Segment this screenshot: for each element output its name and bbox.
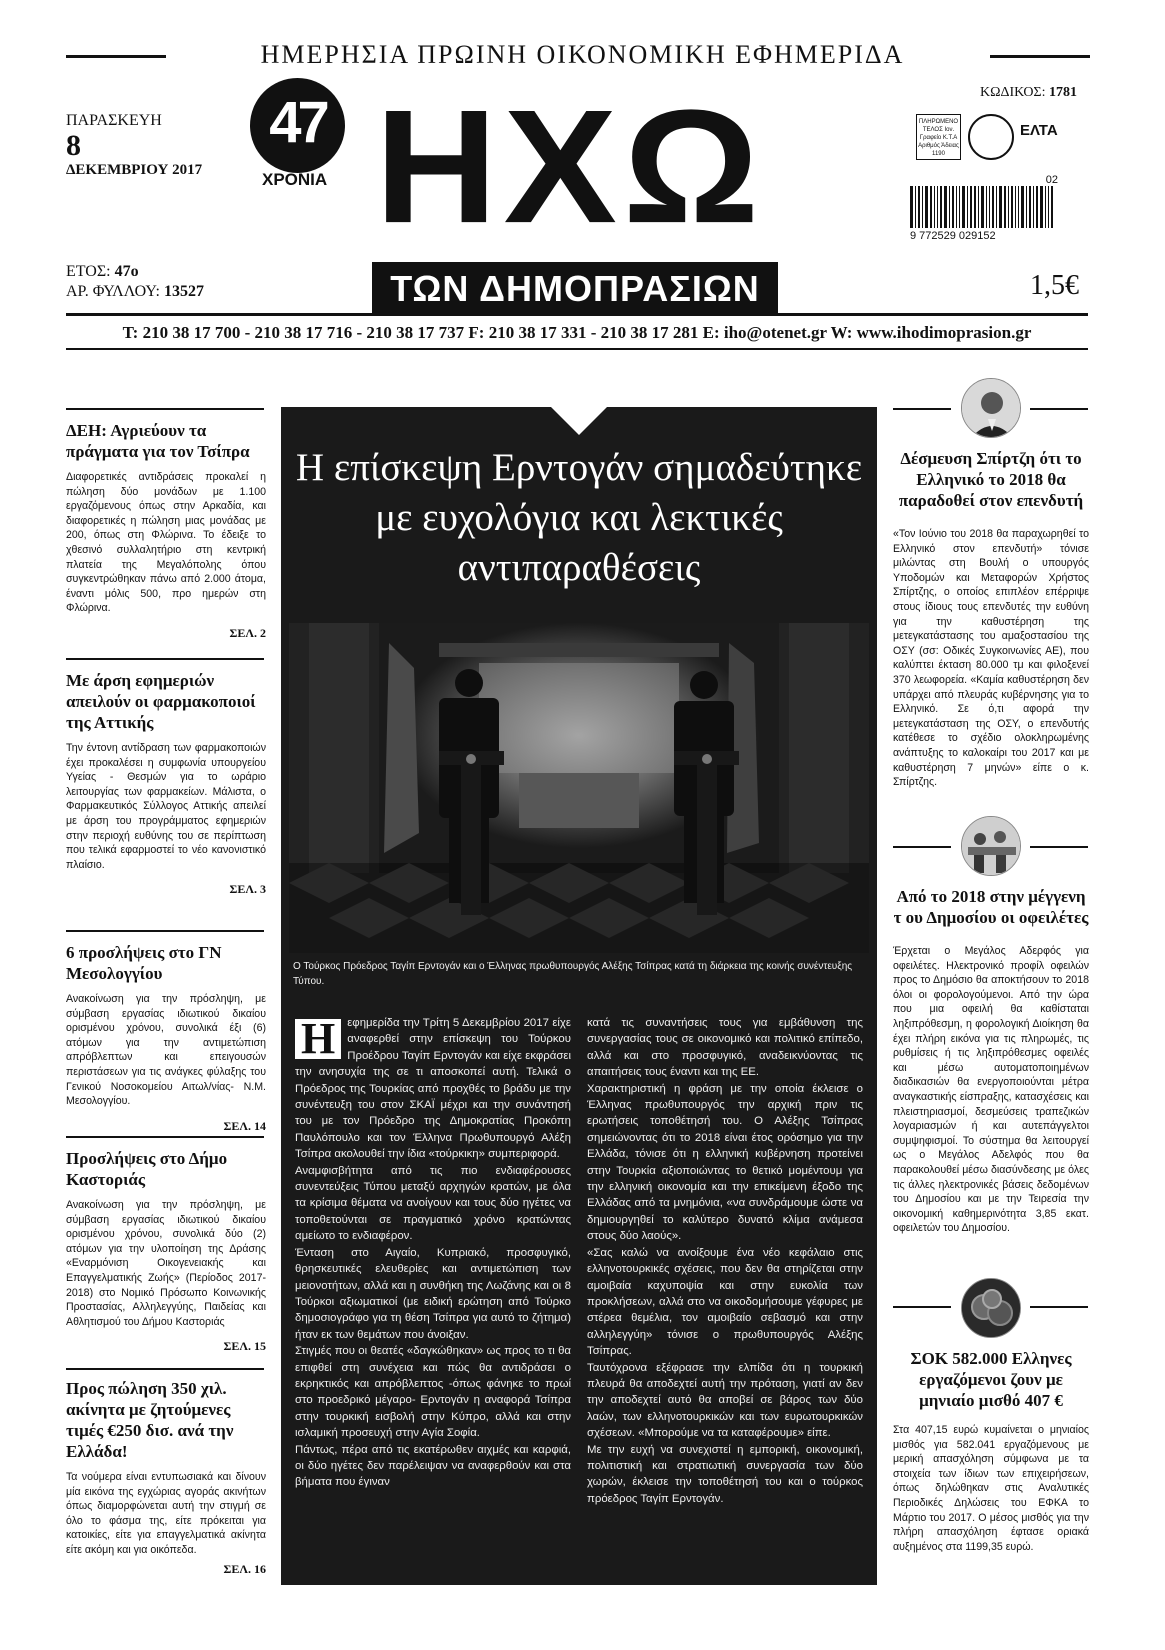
barcode-bar	[999, 186, 1002, 228]
barcode-bar	[1029, 186, 1031, 228]
barcode-bar	[925, 186, 928, 228]
page-reference: ΣΕΛ. 14	[223, 1118, 266, 1133]
barcode-bar	[1015, 186, 1016, 228]
article-body: «Τον Ιούνιο του 2018 θα παραχωρηθεί το Ελληνικό στον επενδυτή» τόνισε μιλώντας στη Βουλή ο υπουργός Υποδομών και Μεταφορών Χρήστος Σπίρτζης, ο οποίος επιπλέον επέρριψε στους ίδιους τους επενδυτές την ευθύνη για την καθυστέρηση της μετεγκατάστασης του αμαξοστασίου της ΟΣΥ (σσ: Οδικές Συγκοινωνίες ΑΕ), που καλύπτει έκταση 80.000 τμ και φιλοξενεί 370 λεωφορεία. «Καμία καθυστέρηση δεν υπάρχει από πλευράς κυβέρνησης για το Ελληνικό. Σε ό,τι αφορά την μετεγκατάσταση της ΟΣΥ, ο επενδυτής κατέθεσε το σχέδιο ολοκληρωμένης ανάπτυξης το καλοκαίρι του 2017 και με καθυστέρηση 7 μηνών» είπε ο κ. Σπίρτζης.	[893, 528, 1089, 789]
article-body: Τα νούμερα είναι εντυπωσιακά και δίνουν μία εικόνα της εγχώριας αγοράς ακινήτων όπως διαμορφώνεται αυτή την στιγμή σε όλο το φάσμα της, είτε πρόκειται για κατοικίες, είτε για επαγγελματικά ακίνητα είτε ακόμη και για οικόπεδα.	[66, 1471, 266, 1556]
article-body: Διαφορετικές αντιδράσεις προκαλεί η πώληση δύο μονάδων με 1.100 εργαζόμενους όπως στην Αρκαδία, και διαφορετικές η πώληση μιας μονάδας με 200, όπως στη Φλώρινα. Το έδειξε το χθεσινό συλλαλητήριο στη κεντρική πλατεία της Μεγαλόπολης όπου συγκεντρώθηκαν πάνω από 2.000 άτομα, έναντι μόλις 500, προ ημερών στη Φλώρινα.	[66, 471, 266, 615]
barcode-bar	[1040, 186, 1043, 228]
spirtzis-portrait	[961, 378, 1021, 438]
year-block	[66, 262, 204, 302]
article-headline: 6 προσλήψεις στο ΓΝ Μεσολογγίου	[66, 943, 222, 983]
barcode-bar	[1045, 186, 1046, 228]
barcode-bar	[910, 186, 913, 228]
article-headline: ΔΕΗ: Αγριεύουν τα πράγματα για τον Τσίπρα	[66, 421, 250, 461]
lead-paragraph: Ταυτόχρονα εξέφρασε την ελπίδα ότι η τουρκική πλευρά θα αποδεχτεί αυτή την πρόταση, γιατί αν δεν την αποδεχτεί αυτό θα αποβεί σε βάρος των δύο λαών, των ελληνοτουρκικών και των ευρωτουρκικών σχέσεων. «Μπορούμε να τα καταφέρουμε» είπε.	[587, 1361, 863, 1440]
barcode-bar	[918, 186, 920, 228]
barcode-bar	[981, 186, 984, 228]
barcode-bar	[956, 186, 957, 228]
barcode-bar	[1008, 186, 1009, 228]
left-rule-4	[66, 1368, 264, 1370]
barcode-bar	[937, 186, 938, 228]
left-rule-1	[66, 658, 264, 660]
barcode-bar	[992, 186, 994, 228]
postage-paid-box: ΠΛΗΡΩΜΕΝΟ ΤΕΛΟΣ Ιον. Γραφείο Κ.Τ.Α Αριθμός Άδειας 1190	[916, 114, 961, 160]
right-article-wages	[893, 1278, 1089, 1554]
price: 1,5€	[1030, 270, 1079, 301]
lead-photo-caption: Ο Τούρκος Πρόεδρος Ταγίπ Ερντογάν και ο Έλληνας πρωθυπουργός Αλέξης Τσίπρας κατά τη διάρκεια της κοινής συνέντευξης Τύπου.	[293, 961, 853, 987]
page-reference: ΣΕΛ. 2	[229, 625, 266, 640]
barcode-bar	[1048, 186, 1049, 228]
lead-paragraph: εφημερίδα την Τρίτη 5 Δεκεμβρίου 2017 είχε αναφερθεί στην επίσκεψη του Τούρκου Προέδρου Ταγίπ Ερντογάν και είχε εκφράσει την ανησυχία της σε τι αποσκοπεί αυτή. Τελικά ο Πρόεδρος της Τουρκίας από προχθές το βράδυ με την συνέντευξη του στον ΣΚΑΪ μέχρι και την συνάντησή του με τον Πρόεδρο της Δημοκρατίας Προκόπη Παυλόπουλο και τον Έλληνα Πρωθυπουργό Αλέξη Τσίπρα ακολουθεί την ίδια «τούρκικη» συμπεριφορά.	[295, 1017, 571, 1161]
masthead-subtitle: ΤΩΝ ΔΗΜΟΠΡΑΣΙΩΝ	[372, 262, 778, 316]
barcode-bar	[944, 186, 947, 228]
lead-headline: Η επίσκεψη Ερντογάν σημαδεύτηκε με ευχολόγια και λεκτικές αντιπαραθέσεις	[295, 446, 863, 589]
barcode-bar	[959, 186, 960, 228]
barcode	[910, 174, 1090, 246]
barcode-bar	[922, 186, 923, 228]
article-headline: Προς πώληση 350 χιλ. ακίνητα με ζητούμενες τιμές €250 δισ. ανά την Ελλάδα!	[66, 1379, 234, 1461]
lead-photo	[289, 623, 869, 953]
year-label: ΕΤΟΣ:	[66, 263, 111, 280]
article-body: Ανακοίνωση για την πρόσληψη, με σύμβαση εργασίας ιδιωτικού δικαίου ορισμένου χρόνου, συνολικά έξι (6) ατόμων για την αντιμετώπιση απρόβλεπτων και επειγουσών περιστάσεων για τις ανάγκες φύλαξης του Γενικού Νοσοκομείου Αιτωλ/νίας- Ν.Μ. Μεσολογγίου.	[66, 993, 266, 1108]
code-label: ΚΩΔΙΚΟΣ:	[980, 85, 1046, 100]
lead-story	[281, 407, 877, 1585]
issue-value: 13527	[163, 283, 204, 300]
page-reference: ΣΕΛ. 3	[229, 882, 266, 897]
barcode-bar	[949, 186, 950, 228]
person-icon	[962, 379, 1021, 438]
barcode-bar	[986, 186, 987, 228]
lead-paragraph: Πάντως, πέρα από τις εκατέρωθεν αιχμές και καρφιά, οι δύο ηγέτες δεν παρέλειψαν να αναφερθούν και στα βήματα που έγιναν	[295, 1443, 571, 1489]
barcode-bar	[967, 186, 968, 228]
left-article-pharmacists	[66, 670, 266, 897]
barcode-bar	[974, 186, 976, 228]
barcode-bar	[1004, 186, 1006, 228]
lead-body	[295, 1015, 863, 1507]
left-article-kastoria	[66, 1148, 266, 1354]
left-article-mesologgi	[66, 942, 266, 1134]
contact-line: T: 210 38 17 700 - 210 38 17 716 - 210 38 17 737 F: 210 38 17 331 - 210 38 17 281 E: iho@otenet.gr W: www.ihodimoprasion.gr	[122, 323, 1032, 342]
date-block	[66, 112, 236, 179]
article-headline: Από το 2018 στην μέγγενη τ ου Δημοσίου οι οφειλέτες	[893, 887, 1089, 927]
barcode-bar	[952, 186, 954, 228]
lead-paragraph: Με την ευχή να συνεχιστεί η εμπορική, οικονομική, πολιτιστική και στρατιωτική συνεργασία των δύο χωρών, έκλεισε την τοποθέτησή του και ο τούρκος πρόεδρος Ταγίπ Ερντογάν.	[587, 1443, 863, 1505]
lead-paragraph: «Σας καλώ να ανοίξουμε ένα νέο κεφάλαιο στις ελληνοτουρκικές σχέσεις, που δεν θα στηρίζεται στην αμοιβαία καχυποψία και στην ευκολία των προκλήσεων, αλλά στο να οικοδομήσουμε γέφυρες με στέρεα θεμέλια, τον αμοιβαίο σεβασμό και στην αλληλεγγύη» τόνισε ο πρωθυπουργός Αλέξης Τσίπρας.	[587, 1246, 863, 1358]
barcode-bar	[934, 186, 935, 228]
masthead-title: ΗΧΩ	[374, 76, 766, 258]
barcode-bar	[1033, 186, 1034, 228]
left-rule-0	[66, 408, 264, 410]
debtors-photo	[961, 816, 1021, 876]
contact-rule-top	[66, 313, 1088, 316]
lead-paragraph: Ένταση στο Αιγαίο, Κυπριακό, προσφυγικό, θρησκευτικές ελευθερίες και αντιμετώπιση των μειονοτήτων, αλλά και η συνθήκη της Λωζάνης και οι 8 Τούρκοι αξιωματικοί (με ειδική ερώτηση από Τούρκο δημοσιογράφο για τη θέση Τσίπρα για αυτό το ζήτημα) ήταν εκ των θεμάτων που άνοιξαν.	[295, 1246, 571, 1341]
day: 8	[66, 129, 81, 162]
lead-paragraph: Χαρακτηριστική η φράση με την οποία έκλεισε ο Έλληνας πρωθυπουργός την αρχική πριν τις ερωτήσεις τοποθέτησή του. Ο Αλέξης Τσίπρας σημειώνοντας ότι το 2018 είναι έτος ορόσημο για την Ελλάδα, τόνισε ότι η ελληνική κυβέρνηση προτείνει στην Τουρκία αξιοποιώντας το θετικό μομέντουμ για την ελληνική οικονομία και την επικείμενη έξοδο της Ελλάδας από τα μνημόνια, «να συνδράμουμε ώστε να δημιουργηθεί το καλύτερο δυνατό κλίμα ανάμεσα στους δύο λαούς».	[587, 1082, 863, 1243]
barcode-bar	[1018, 186, 1019, 228]
barcode-bar	[1026, 186, 1027, 228]
left-article-dei	[66, 420, 266, 641]
article-headline: ΣΟΚ 582.000 Ελληνες εργαζόμενοι ζουν με μηνιαίο μισθό 407 €	[910, 1349, 1072, 1410]
barcode-number: 9 772529 029152	[910, 230, 996, 242]
article-headline: Με άρση εφημεριών απειλούν οι φαρμακοποιοί της Αττικής	[66, 671, 256, 732]
code-value: 1781	[1048, 85, 1077, 100]
left-rule-3	[66, 1136, 264, 1138]
barcode-bar	[930, 186, 932, 228]
page-reference: ΣΕΛ. 16	[223, 1561, 266, 1576]
article-headline: Προσλήψεις στο Δήμο Καστοριάς	[66, 1149, 228, 1189]
lead-paragraph: Αναμφισβήτητα από τις πιο ενδιαφέρουσες συνεντεύξεις Τύπου μεταξύ αρχηγών κρατών, με όλα τα κρίσιμα θέματα να ανοίγουν και τους δύο ηγέτες να τοποθετούνται σε πραγματικό χρόνο κρατώντας αμείωτο το ενδιαφέρον.	[295, 1164, 571, 1243]
press-conference-photo	[289, 623, 869, 953]
barcode-bar	[915, 186, 916, 228]
barcode-bar	[996, 186, 997, 228]
barcode-bar	[970, 186, 972, 228]
office-photo-icon	[962, 817, 1021, 876]
lead-column-2	[587, 1015, 863, 1507]
lead-dropcap: Η	[295, 1019, 341, 1059]
barcode-bar	[940, 186, 942, 228]
tagline: ΗΜΕΡΗΣΙΑ ΠΡΩΙΝΗ ΟΙΚΟΝΟΜΙΚΗ ΕΦΗΜΕΡΙΔΑ	[260, 40, 905, 69]
barcode-bar	[1011, 186, 1013, 228]
left-rule-2	[66, 930, 264, 932]
article-body: Την έντονη αντίδραση των φαρμακοποιών έχει προκαλέσει η συμφωνία υπουργείου Υγείας - Θεσμών για το ωράριο λειτουργίας των φαρμακείων. Μάλιστα, ο Φαρμακευτικός Σύλλογος Αττικής απειλεί με άρση του προγράμματος εφημεριών στην περιοχή ευθύνης του σε περίπτωση που τελικά εφαρμοστεί το νέο κανονιστικό πλαίσιο.	[66, 742, 266, 871]
barcode-bar	[978, 186, 979, 228]
page-reference: ΣΕΛ. 15	[223, 1339, 266, 1354]
contact-rule-bottom	[66, 348, 1088, 350]
month-year: ΔΕΚΕΜΒΡΙΟΥ 2017	[66, 162, 203, 178]
barcode-bar	[1036, 186, 1038, 228]
year-value: 47ο	[114, 263, 139, 280]
weekday: ΠΑΡΑΣΚΕΥΗ	[66, 112, 162, 129]
barcode-bar	[1051, 186, 1053, 228]
left-article-real-estate	[66, 1378, 266, 1577]
postage-seal-icon	[968, 114, 1014, 160]
article-body: Ανακοίνωση για την πρόσληψη, με σύμβαση εργασίας ιδιωτικού δικαίου ορισμένου χρόνου, συνολικά δύο (2) ατόμων για την υλοποίηση της Δράσης «Εναρμόνιση Οικογενειακής και Επαγγελματικής Ζωής» (Περίοδος 2017-2018) στο Νομικό Πρόσωπο Κοινωνικής Προστασίας, Αλληλεγγύης, Παιδείας και Αθλητισμού του Δήμου Καστοριάς	[66, 1199, 266, 1328]
lead-paragraph: κατά τις συναντήσεις τους για εμβάθυνση της συνεργασίας τους σε οικονομικό και πολιτικό επίπεδο, αλλά και στο προσφυγικό, αναδεικνύοντας τις απαιτήσεις τους έναντι και της ΕΕ.	[587, 1017, 863, 1079]
barcode-bar	[1021, 186, 1024, 228]
article-headline: Δέσμευση Σπίρτζη ότι το Ελληνικό το 2018 θα παραδοθεί στον επενδυτή	[898, 449, 1084, 510]
right-article-debtors	[893, 816, 1089, 1236]
barcode-bar	[989, 186, 990, 228]
barcode-bars	[910, 186, 1090, 228]
barcode-bar	[962, 186, 965, 228]
anniversary-logo	[250, 78, 350, 188]
lead-column-1	[295, 1015, 571, 1507]
postage-marks	[916, 112, 1090, 162]
elta-logo: ΕΛΤΑ	[1020, 122, 1058, 139]
barcode-issue: 02	[1045, 174, 1058, 186]
issue-label: ΑΡ. ΦΥΛΛΟΥ:	[66, 283, 160, 300]
article-body: Στα 407,15 ευρώ κυμαίνεται ο μηνιαίος μισθός για 582.041 εργαζόμενους με μερική απασχόληση σύμφωνα με τα στοιχεία των ίδιων των επιχειρήσεων, όπως δηλώθηκαν στις Αναλυτικές Περιοδικές Δηλώσεις του ΕΦΚΑ το Μάρτιο του 2017. Ο μέσος μισθός για την πλήρη απασχόληση έφτασε οριακά αυξημένος στα 1199,35 ευρώ.	[893, 1424, 1089, 1553]
lead-paragraph: Στιγμές που οι θεατές «δαγκώθηκαν» ως προς το τι θα επιφθεί στη συνέχεια και πώς θα αντιδράσει ο εκρηκτικός και απρόβλεπτος -όπως φάνηκε το πρωί στο προεδρικό μέγαρο- Ερντογάν η αναφορά Τσίπρα στην τουρκική εισβολή στην Κύπρο, αλλά και στην ισλαμική προσευχή στην Αγία Σοφία.	[295, 1345, 571, 1440]
code	[980, 85, 1077, 101]
right-article-spirtzis	[893, 378, 1089, 790]
coins-icon	[962, 1279, 1021, 1338]
anniversary-number: 47	[269, 90, 326, 155]
coins-photo	[961, 1278, 1021, 1338]
anniversary-label: ΧΡΟΝΙΑ	[262, 170, 328, 189]
article-body: Έρχεται ο Μεγάλος Αδερφός για οφειλέτες. Ηλεκτρονικό προφίλ οφειλών προς το Δημόσιο θα αποκτήσουν το 2018 όλοι οι φορολογούμενοι. Από την ώρα που μια οφειλή θα καθίσταται ληξιπρόθεσμη, η φορολογική Διοίκηση θα έχει πλήρη εικόνα για τις πληρωμές, τις ρυθμίσεις ή τις ληξιπρόθεσμες οφειλές και μέσω αυτοματοποιημένων διαδικασιών θα ενεργοποιούνται μέτρα αναγκαστικής είσπραξης, κατασχέσεις και πλειστηριασμοί, δεσμεύσεις τραπεζικών λογαριασμών ή και αυτεπάγγελτοι συμψηφισμοί. Το σύστημα θα λειτουργεί ως ο Μεγάλος Αδελφός που θα παρακολουθεί μέσω διασύνδεσης με όλες τις άλλες ηλεκτρονικές βάσεις δεδομένων του Δημοσίου και με την Τειρεσία την οικονομική καθημερινότητα 3,85 εκατ. οφειλετών του Δημοσίου.	[893, 945, 1089, 1235]
lead-notch	[551, 407, 607, 435]
